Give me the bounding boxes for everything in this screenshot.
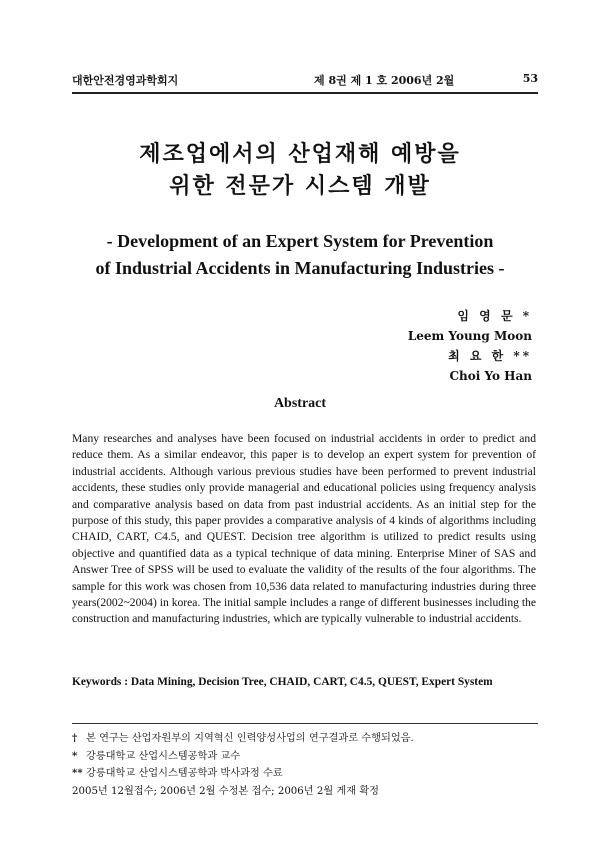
- korean-title-line-2: 위한 전문가 시스템 개발: [169, 173, 431, 199]
- english-title-line-2: of Industrial Accidents in Manufacturing Industries -: [95, 258, 505, 278]
- footnote-rule: [72, 723, 538, 724]
- footnote-mark: **: [72, 767, 83, 780]
- english-title: [0, 228, 600, 282]
- journal-name: 대한안전경영과학회지: [72, 74, 179, 87]
- footnote-funding: [72, 730, 542, 748]
- author-block: [408, 306, 532, 386]
- author-2-english-name: Choi Yo Han: [449, 369, 532, 383]
- footnote-text: 강릉대학교 산업시스템공학과 박사과정 수료: [86, 768, 283, 780]
- footnote-dates: [72, 783, 542, 801]
- author-2-korean-name: 최 요 한 **: [448, 349, 532, 363]
- footnote-author-1: [72, 748, 542, 766]
- footnote-text: 본 연구는 산업자원부의 지역혁신 인력양성사업의 연구결과로 수행되었음.: [86, 733, 414, 744]
- header-rule: [72, 92, 538, 94]
- footnote-author-2: [72, 765, 542, 783]
- keywords-line: Keywords : Data Mining, Decision Tree, CHAID, CART, C4.5, QUEST, Expert System: [72, 676, 493, 688]
- author-1-korean-name: 임 영 문 *: [457, 309, 532, 323]
- korean-title: [0, 138, 600, 202]
- abstract-heading: Abstract: [273, 396, 327, 411]
- footnote-text: 2005년 12월접수; 2006년 2월 수정본 접수; 2006년 2월 게재 확정: [72, 785, 380, 797]
- footnote-text: 강릉대학교 산업시스템공학과 교수: [86, 750, 241, 762]
- abstract-text: Many researches and analyses have been focused on industrial accidents in order to predict and reduce them. As a similar endeavor, this paper is to develop an expert system for prevention of industrial accidents. Although various previous studies have been performed to prevent industrial accidents, these studies only provide managerial and educational policies using frequency analysis and comparative analysis based on data from past industrial accidents. As an initial step for the purpose of this study, this paper provides a comparative analysis of 4 kinds of algorithms including CHAID, CART, C4.5, and QUEST. Decision tree algorithm is utilized to predict results using objective and quantified data as a typical technique of data mining. Enterprise Miner of SAS and Answer Tree of SPSS will be used to evaluate the validity of the results of the four algorithms. The sample for this work was chosen from 10,536 data related to manufacturing industries during three years(2002~2004) in korea. The initial sample includes a range of different businesses including the construction and manufacturing industries, which are typically vulnerable to industrial accidents.: [72, 432, 536, 626]
- footnotes: [72, 730, 542, 800]
- footnote-mark: †: [72, 732, 78, 744]
- english-title-line-1: - Development of an Expert System for Prevention: [106, 231, 494, 251]
- page-number: 53: [522, 72, 538, 85]
- korean-title-line-1: 제조업에서의 산업재해 예방을: [139, 141, 461, 167]
- issue-info: 제 8권 제 1 호 2006년 2월: [314, 74, 455, 87]
- footnote-mark: *: [72, 749, 78, 762]
- author-1-english-name: Leem Young Moon: [407, 329, 532, 343]
